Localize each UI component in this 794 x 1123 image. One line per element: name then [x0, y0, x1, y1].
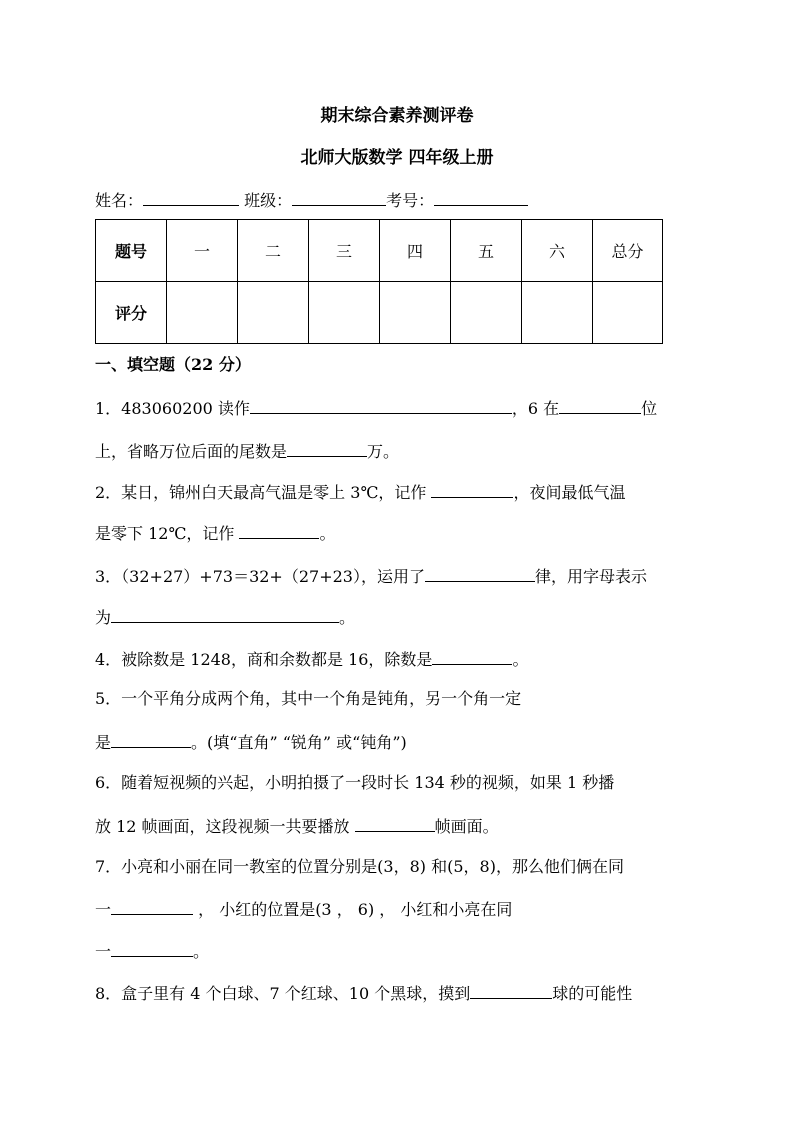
score-cell-3[interactable]: [309, 282, 380, 344]
question-3-line-1: [95, 565, 647, 587]
q1-text-b: ，6 在: [511, 399, 560, 418]
score-cell-5[interactable]: [451, 282, 522, 344]
class-blank[interactable]: [292, 189, 386, 206]
question-7-line-1: 7．小亮和小丽在同一教室的位置分别是(3，8) 和(5，8)，那么他们俩在同: [95, 857, 624, 876]
q5-blank-angle[interactable]: [111, 731, 191, 748]
question-7-line-3: [95, 940, 209, 962]
q6-text-c: 帧画面。: [434, 817, 499, 836]
score-table-score-row: [96, 282, 663, 344]
q6-blank-frames[interactable]: [355, 815, 435, 832]
column-5: 五: [451, 220, 522, 282]
class-label: 班级：: [244, 191, 293, 210]
q7-text-e: 。: [193, 942, 210, 961]
score-table: [95, 219, 663, 344]
q1-blank-place[interactable]: [559, 397, 641, 414]
column-2: 二: [238, 220, 309, 282]
q2-text-d: 。: [319, 524, 336, 543]
q2-text-c: 是零下 12℃，记作: [95, 524, 240, 543]
q4-blank-divisor[interactable]: [432, 648, 512, 665]
q2-text-b: ，夜间最低气温: [513, 483, 626, 502]
column-total: 总分: [593, 220, 663, 282]
question-4-line-1: [95, 648, 528, 670]
column-1: 一: [167, 220, 238, 282]
q3-blank-law[interactable]: [425, 565, 535, 582]
column-4: 四: [380, 220, 451, 282]
question-6-line-2: [95, 815, 499, 837]
q3-text-b: 律，用字母表示: [534, 567, 647, 586]
q5-text-b: 是: [95, 733, 112, 752]
q2-blank-night[interactable]: [239, 522, 319, 539]
score-cell-4[interactable]: [380, 282, 451, 344]
q7-blank-same[interactable]: [111, 898, 193, 915]
question-7-line-2: [95, 898, 512, 920]
q1-blank-approx[interactable]: [287, 440, 367, 457]
number-label: 考号：: [386, 191, 435, 210]
q2-text-a: 2．某日，锦州白天最高气温是零上 3℃，记作: [95, 483, 432, 502]
q4-text-a: 4．被除数是 1248，商和余数都是 16，除数是: [95, 650, 433, 669]
column-3: 三: [309, 220, 380, 282]
name-label: 姓名：: [95, 191, 144, 210]
question-2-line-1: [95, 481, 625, 503]
q6-text-b: 放 12 帧画面，这段视频一共要播放: [95, 817, 355, 836]
score-label: 评分: [96, 282, 167, 344]
question-5-line-1: 5．一个平角分成两个角，其中一个角是钝角，另一个角一定: [95, 689, 522, 708]
question-3-line-2: [95, 606, 355, 628]
score-cell-6[interactable]: [522, 282, 593, 344]
q4-text-b: 。: [512, 650, 529, 669]
name-blank[interactable]: [143, 189, 239, 206]
question-1-line-2: [95, 440, 399, 462]
section-1-heading: 一、填空题（22 分）: [95, 355, 251, 374]
q1-text-d: 上，省略万位后面的尾数是: [95, 442, 288, 461]
q5-text-c: 。(填“直角” “锐角” 或“钝角”): [191, 733, 407, 752]
q7-text-d: 一: [95, 942, 112, 961]
question-number-label: 题号: [96, 220, 167, 282]
score-table-header-row: [96, 220, 663, 282]
q7-blank-same-2[interactable]: [111, 940, 193, 957]
question-6-line-1: 6．随着短视频的兴起，小明拍摄了一段时长 134 秒的视频，如果 1 秒播: [95, 773, 615, 792]
q3-text-a: 3．（32+27）+73＝32+（27+23），运用了: [95, 567, 425, 586]
q8-blank-ball[interactable]: [470, 982, 552, 999]
score-cell-total[interactable]: [593, 282, 663, 344]
question-5-line-2: [95, 731, 407, 753]
q1-blank-read[interactable]: [250, 397, 512, 414]
q8-text-a: 8．盒子里有 4 个白球、7 个红球、10 个黑球，摸到: [95, 984, 471, 1003]
exam-subtitle: 北师大版数学 四年级上册: [300, 148, 494, 168]
number-blank[interactable]: [434, 189, 528, 206]
score-cell-1[interactable]: [167, 282, 238, 344]
column-6: 六: [522, 220, 593, 282]
q1-text-e: 万。: [367, 442, 400, 461]
question-1-line-1: [95, 397, 657, 419]
q3-blank-formula[interactable]: [111, 606, 339, 623]
q3-text-d: 。: [339, 608, 356, 627]
q7-text-c: ， 小红的位置是(3 ， 6) ， 小红和小亮在同: [193, 900, 513, 919]
q2-blank-day[interactable]: [431, 481, 513, 498]
student-info-row: [95, 189, 528, 211]
question-8-line-1: [95, 982, 632, 1004]
score-cell-2[interactable]: [238, 282, 309, 344]
exam-title: 期末综合素养测评卷: [320, 106, 474, 126]
question-2-line-2: [95, 522, 335, 544]
q1-text-c: 位: [641, 399, 658, 418]
q1-text-a: 1．483060200 读作: [95, 399, 250, 418]
q7-text-b: 一: [95, 900, 112, 919]
q3-text-c: 为: [95, 608, 112, 627]
q8-text-b: 球的可能性: [552, 984, 633, 1003]
